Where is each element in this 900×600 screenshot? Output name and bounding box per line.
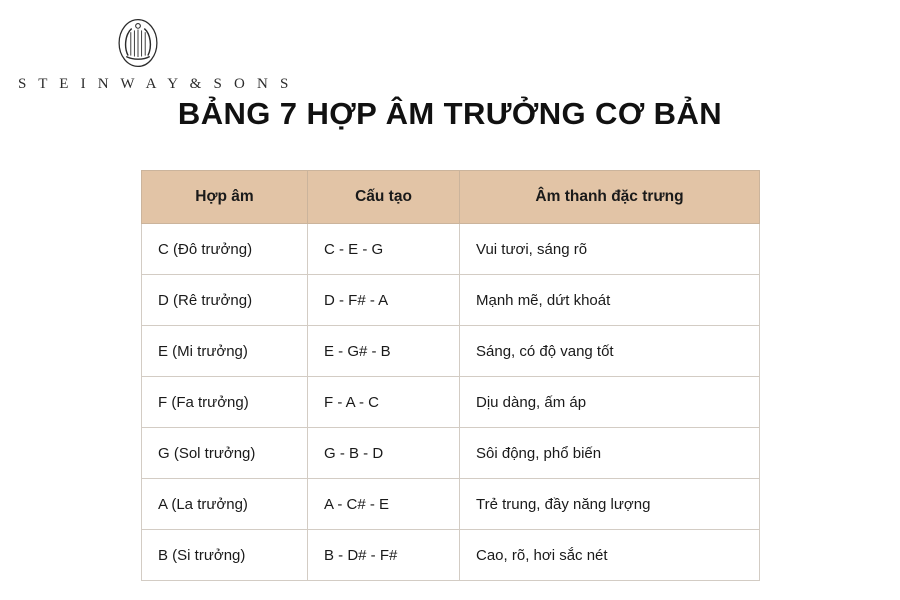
cell-structure: F - A - C	[308, 377, 460, 428]
table-row	[142, 479, 760, 530]
cell-sound: Vui tươi, sáng rõ	[460, 224, 760, 275]
cell-chord: E (Mi trưởng)	[142, 326, 308, 377]
table-row	[142, 326, 760, 377]
table-row	[142, 428, 760, 479]
cell-chord: B (Si trưởng)	[142, 530, 308, 581]
table-row	[142, 377, 760, 428]
table-row	[142, 224, 760, 275]
cell-sound: Trẻ trung, đầy năng lượng	[460, 479, 760, 530]
cell-chord: A (La trưởng)	[142, 479, 308, 530]
table-header-row	[142, 171, 760, 224]
cell-structure: B - D# - F#	[308, 530, 460, 581]
cell-chord: D (Rê trưởng)	[142, 275, 308, 326]
page-title: BẢNG 7 HỢP ÂM TRƯỞNG CƠ BẢN	[177, 96, 723, 131]
cell-structure: A - C# - E	[308, 479, 460, 530]
cell-structure: C - E - G	[308, 224, 460, 275]
column-header-chord: Hợp âm	[142, 171, 308, 224]
cell-chord: C (Đô trưởng)	[142, 224, 308, 275]
brand-name: S T E I N W A Y & S O N S	[18, 76, 293, 92]
column-header-sound: Âm thanh đặc trưng	[460, 171, 760, 224]
chords-table	[141, 170, 760, 581]
cell-sound: Cao, rõ, hơi sắc nét	[460, 530, 760, 581]
cell-chord: F (Fa trưởng)	[142, 377, 308, 428]
chords-table-container	[141, 170, 759, 581]
table-row	[142, 275, 760, 326]
column-header-structure: Cấu tạo	[308, 171, 460, 224]
cell-sound: Sôi động, phổ biến	[460, 428, 760, 479]
cell-chord: G (Sol trưởng)	[142, 428, 308, 479]
lyre-icon	[111, 16, 165, 70]
cell-sound: Mạnh mẽ, dứt khoát	[460, 275, 760, 326]
brand-logo	[18, 16, 293, 93]
cell-structure: D - F# - A	[308, 275, 460, 326]
cell-structure: G - B - D	[308, 428, 460, 479]
cell-structure: E - G# - B	[308, 326, 460, 377]
cell-sound: Dịu dàng, ấm áp	[460, 377, 760, 428]
cell-sound: Sáng, có độ vang tốt	[460, 326, 760, 377]
table-row	[142, 530, 760, 581]
